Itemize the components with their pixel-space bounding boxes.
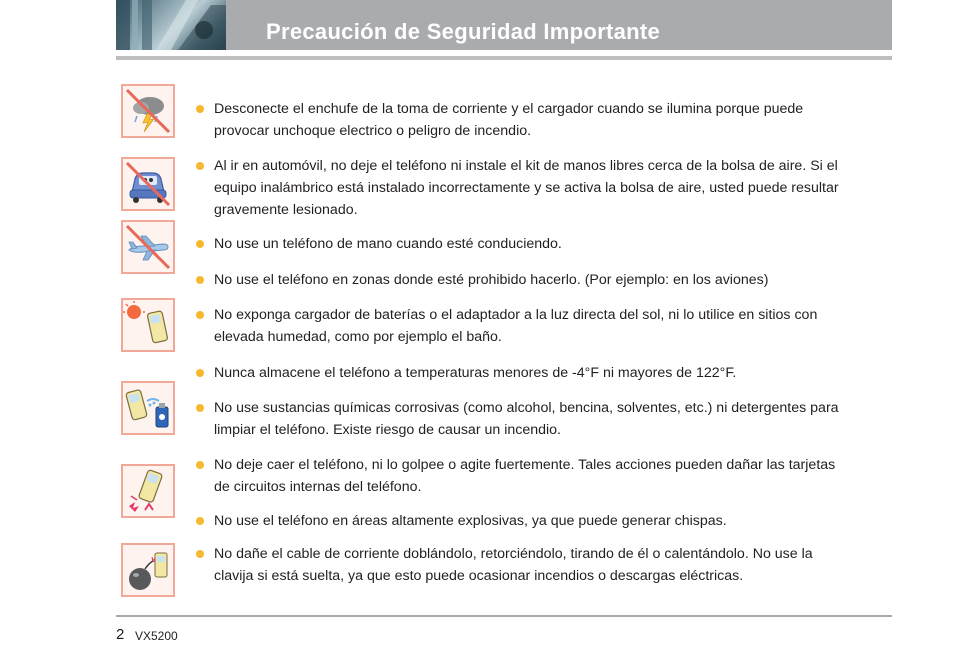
sun-humidity-phone-icon [121,298,175,352]
safety-item-4: No use el teléfono en zonas donde esté prohibido hacerlo. (Por ejemplo: en los aviones) [214,272,769,288]
bullet-dot [196,240,204,248]
bomb-phone-icon [121,543,175,597]
bullet-dot [196,311,204,319]
page-title: Precaución de Seguridad Importante [266,19,661,44]
chemical-spray-phone-icon [121,381,175,435]
bullet-dot [196,461,204,469]
bullet-dot [196,517,204,525]
safety-item-5: No exponga cargador de baterías o el adaptador a la luz directa del sol, ni lo utilice en sitios con elevada humedad, como por ejemplo el baño. [214,307,818,345]
safety-item-7: No use sustancias químicas corrosivas (como alcohol, bencina, solventes, etc.) ni detergentes para limpiar el teléfono. Existe riesgo de causar un incendio. [214,400,839,438]
safety-item-8: No deje caer el teléfono, ni lo golpee o agite fuertemente. Tales acciones pueden dañar las tarjetas de circuitos internas del teléfono. [214,457,836,495]
safety-item-6: Nunca almacene el teléfono a temperaturas menores de -4°F ni mayores de 122°F. [214,365,737,381]
safety-item-2: Al ir en automóvil, no deje el teléfono ni instale el kit de manos libres cerca de la bolsa de aire. Si el equipo inalámbrico está instalado incorrectamente y se activa la bolsa de aire, usted puede resultar gravemente lesionado. [214,158,839,218]
page-number: 2 [116,626,125,643]
airplane-icon [121,220,175,274]
bullet-dot [196,162,204,170]
bullet-dot [196,550,204,558]
header-divider [116,56,892,60]
safety-item-3: No use un teléfono de mano cuando esté conduciendo. [214,236,562,252]
safety-item-10: No dañe el cable de corriente doblándolo, retorciéndolo, tirando de él o calentándolo. No use la clavija si está suelta, ya que esto puede ocasionar incendios o descargas eléctricas. [214,546,813,584]
header-photo [116,0,226,50]
bullet-dot [196,276,204,284]
safety-item-9: No use el teléfono en áreas altamente explosivas, ya que puede generar chispas. [214,513,727,529]
bullet-dot [196,404,204,412]
footer-divider [116,615,892,617]
car-airbag-icon [121,157,175,211]
safety-item-1: Desconecte el enchufe de la toma de corriente y el cargador cuando se ilumina porque puede provocar unchoque electrico o peligro de incendio. [214,101,804,139]
storm-lightning-icon [121,84,175,138]
bullet-dot [196,105,204,113]
bullet-dot [196,369,204,377]
header-photo-graphic [116,0,226,50]
dropped-phone-icon [121,464,175,518]
model-label: VX5200 [135,629,178,643]
